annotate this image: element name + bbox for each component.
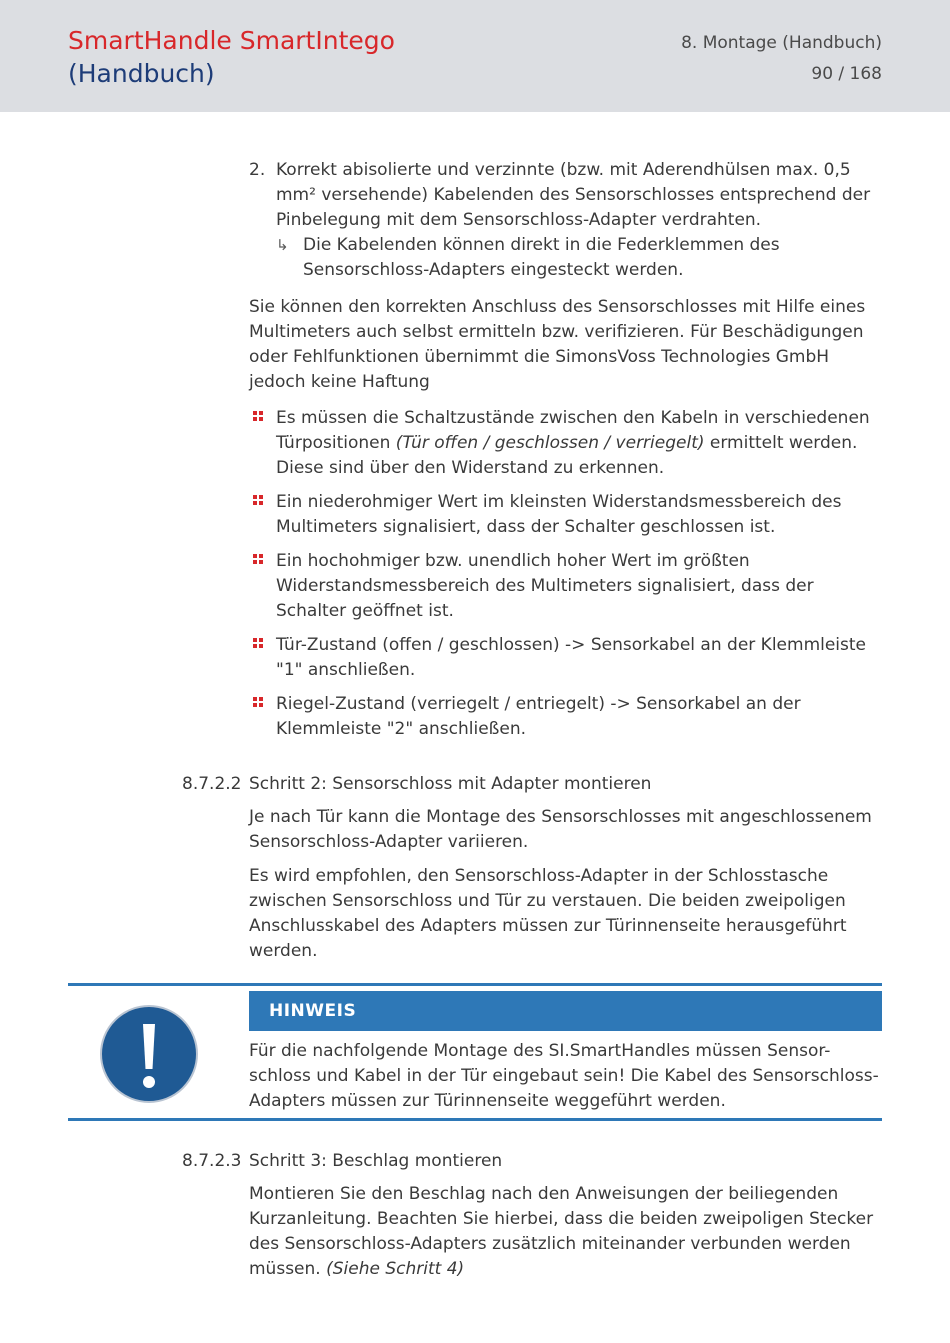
brand-line-2: (Handbuch) [68,59,215,88]
step-text: Korrekt abisolierte und verzinnte (bzw. mit Aderendhülsen max. 0,5 mm² versehende) Kabelenden des Sensorschlosses entsprechend der Pinbelegung mit dem Sensorschloss-Adapter verdrahten. [276,160,871,230]
list-item-text: Es müssen die Schaltzustände zwischen den Kabeln in verschiedenen Türpositionen [276,408,870,453]
section-title: Schritt 3: Beschlag montieren [249,1151,503,1171]
list-item [249,549,889,624]
exclamation-icon [99,1004,199,1104]
list-item [249,490,889,540]
list-item [249,633,889,683]
step-number: 2. [249,160,266,180]
section-paragraph: Es wird empfohlen, den Sensorschloss-Adapter in der Schlosstasche zwischen Sensorschloss und Tür zu verstauen. Die beiden zweipoligen Anschlusskabel des Adapters müssen zur Türinnenseite herausgeführt werden. [249,866,847,961]
result-arrow-icon: ↳ [276,236,289,254]
bullet-squares-icon [253,411,264,422]
cross-reference: (Siehe Schritt 4) [326,1259,465,1279]
page-header [0,0,950,112]
section-number: 8.7.2.3 [182,1151,242,1171]
note-divider-top [68,983,882,986]
list-item-emphasis: (Tür offen / geschlossen / verriegelt) [395,433,705,453]
list-item-text: Ein hochohmiger bzw. unendlich hoher Wert im größten Widerstandsmessbereich des Multimeters signalisiert, dass der Schalter geöffnet ist. [276,551,814,621]
bullet-squares-icon [253,495,264,506]
brand-line-1: SmartHandle SmartIntego [68,26,395,55]
bullet-squares-icon [253,638,264,649]
check-list [249,406,889,751]
header-meta [681,28,882,90]
bullet-squares-icon [253,697,264,708]
list-item-text: ermittelt werden. Diese sind über den Widerstand zu erkennen. [276,433,858,478]
step-result [276,233,889,283]
section-paragraph: Je nach Tür kann die Montage des Sensorschlosses mit angeschlossenem Sensorschloss-Adapter variieren. [249,807,872,852]
list-item [249,692,889,742]
section-title: Schritt 2: Sensorschloss mit Adapter montieren [249,774,652,794]
note-text: Für die nachfolgende Montage des SI.SmartHandles müssen Sensor-schloss und Kabel in der Tür eingebaut sein! Die Kabel des Sensorschloss-Adapters müssen zur Türinnenseite weggeführt werden. [249,1041,879,1111]
note-heading: HINWEIS [249,991,882,1031]
section-text: Montieren Sie den Beschlag nach den Anweisungen der beiliegenden Kurzanleitung. Beachten Sie hierbei, dass die beiden zweipoligen Stecker des Sensorschloss-Adapters zusätzlich miteinander verbunden werden müssen. [249,1184,874,1279]
list-item-text: Tür-Zustand (offen / geschlossen) -> Sensorkabel an der Klemmleiste "1" anschließen. [276,635,867,680]
brand-title [68,24,395,90]
page-number: 90 / 168 [811,64,882,84]
chapter-title: 8. Montage (Handbuch) [681,33,882,53]
step-2-item [249,158,889,283]
section-number: 8.7.2.2 [182,774,242,794]
list-item-text: Riegel-Zustand (verriegelt / entriegelt) -> Sensorkabel an der Klemmleiste "2" anschließen. [276,694,801,739]
list-item-text: Ein niederohmiger Wert im kleinsten Widerstandsmessbereich des Multimeters signalisiert, dass der Schalter geschlossen ist. [276,492,842,537]
intro-paragraph: Sie können den korrekten Anschluss des Sensorschlosses mit Hilfe eines Multimeters auch selbst ermitteln bzw. verifizieren. Für Beschädigungen oder Fehlfunktionen übernimmt die SimonsVoss Technologies GmbH jedoch keine Haftung [249,297,866,392]
list-item [249,406,889,481]
bullet-squares-icon [253,554,264,565]
result-text: Die Kabelenden können direkt in die Federklemmen des Sensorschloss-Adapters eingesteckt werden. [303,235,780,280]
section-paragraph [249,1182,889,1282]
note-divider-bottom [68,1118,882,1121]
